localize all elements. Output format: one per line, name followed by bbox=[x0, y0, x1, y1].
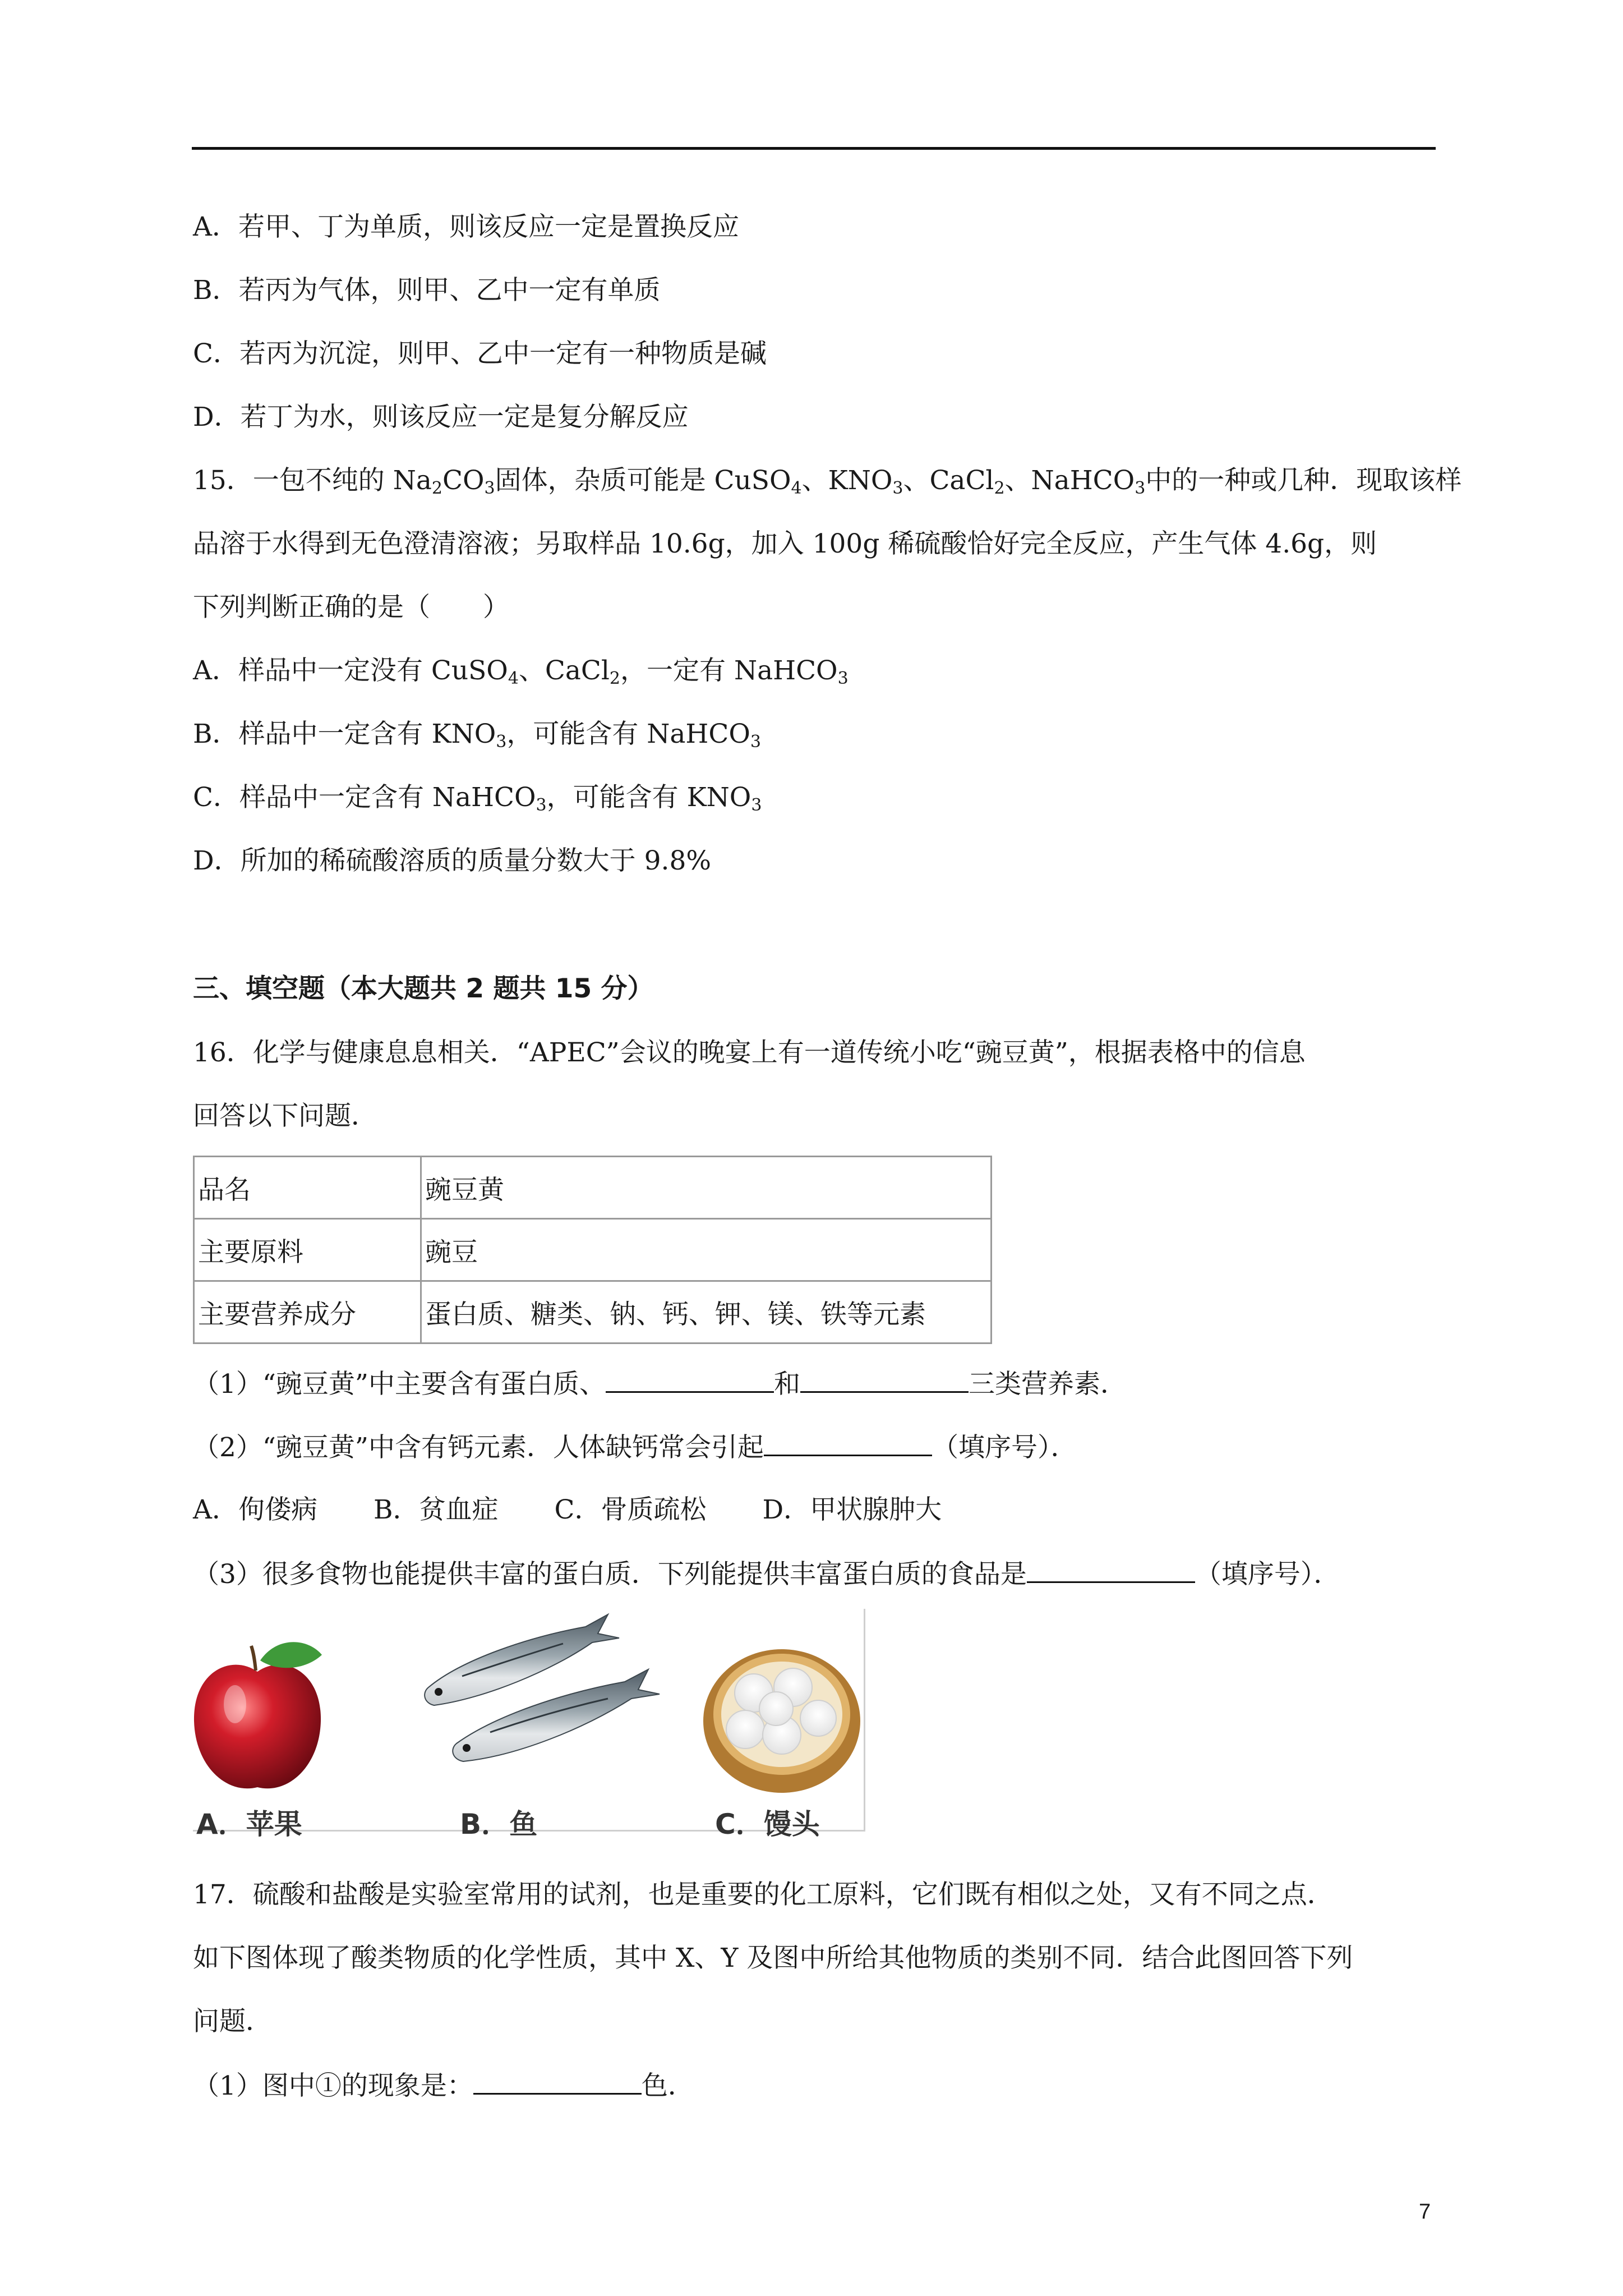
nutrition-table bbox=[193, 1156, 992, 1344]
q15-option-b: B．样品中一定含有 $KNO_3$，可能含有 NaHCO$_3$ bbox=[193, 719, 762, 752]
answer-blank[interactable] bbox=[473, 2068, 642, 2095]
page-number: 7 bbox=[1419, 2200, 1431, 2224]
q14-option-c: C．若丙为沉淀，则甲、乙中一定有一种物质是碱 bbox=[193, 338, 767, 369]
apple-image bbox=[194, 1642, 322, 1788]
q17-stem-line3: 问题． bbox=[193, 2006, 272, 2037]
table-cell: 品名 bbox=[194, 1157, 421, 1219]
food-illustrations bbox=[193, 1609, 864, 1830]
figure-label-b: B．鱼 bbox=[460, 1808, 538, 1841]
q15-stem-line3: 下列判断正确的是（ ） bbox=[193, 592, 509, 623]
q14-option-a: A．若甲、丁为单质，则该反应一定是置换反应 bbox=[193, 211, 739, 242]
q15-option-c: C．样品中一定含有 NaHCO$_3$，可能含有 $KNO_3$ bbox=[193, 782, 762, 815]
q16-sub1: （1）“豌豆黄”中主要含有蛋白质、 和 三类营养素． bbox=[193, 1366, 1127, 1401]
q15-stem-line2: 品溶于水得到无色澄清溶液；另取样品 10.6g，加入 100g 稀硫酸恰好完全反应，产生气体 4.6g，则 bbox=[193, 528, 1377, 559]
q15-option-a: A．样品中一定没有 CuSO$_4$、CaCl$_2$，一定有 NaHCO$_3$ bbox=[193, 655, 849, 688]
q17-stem-line1: 17．硫酸和盐酸是实验室常用的试剂，也是重要的化工原料，它们既有相似之处，又有不同之点． bbox=[193, 1879, 1334, 1910]
table-cell: 豌豆黄 bbox=[421, 1157, 992, 1219]
q16-stem-line1: 16．化学与健康息息相关．“APEC”会议的晚宴上有一道传统小吃“豌豆黄”，根据表格中的信息 bbox=[193, 1037, 1306, 1068]
table-row bbox=[194, 1219, 992, 1281]
table-row bbox=[194, 1281, 992, 1343]
table-cell: 蛋白质、糖类、钠、钙、钾、镁、铁等元素 bbox=[421, 1281, 992, 1343]
q14-option-b: B．若丙为气体，则甲、乙中一定有单质 bbox=[193, 275, 661, 306]
q15-stem-line1: 15．一包不纯的 $Na_2CO_3$固体，杂质可能是 CuSO$_4$、$KNO_3$、CaCl$_2$、NaHCO$_3$中的一种或几种．现取该样 bbox=[193, 465, 1462, 498]
table-cell: 豌豆 bbox=[421, 1219, 992, 1281]
table-cell: 主要营养成分 bbox=[194, 1281, 421, 1343]
answer-blank[interactable] bbox=[764, 1430, 932, 1456]
table-cell: 主要原料 bbox=[194, 1219, 421, 1281]
q16-sub3: （3）很多食物也能提供丰富的蛋白质．下列能提供丰富蛋白质的食品是 （填序号）． bbox=[193, 1557, 1340, 1591]
q17-stem-line2: 如下图体现了酸类物质的化学性质，其中 X、Y 及图中所给其他物质的类别不同．结合此图回答下列 bbox=[193, 1943, 1353, 1973]
q16-sub2: （2）“豌豆黄”中含有钙元素．人体缺钙常会引起 （填序号）． bbox=[193, 1430, 1077, 1465]
steamed-buns-image bbox=[703, 1649, 860, 1793]
food-figure bbox=[193, 1609, 865, 1832]
figure-label-c: C．馒头 bbox=[715, 1808, 820, 1841]
answer-blank[interactable] bbox=[606, 1366, 774, 1393]
q15-option-d: D．所加的稀硫酸溶质的质量分数大于 9.8% bbox=[193, 845, 712, 876]
header-rule bbox=[192, 147, 1436, 150]
q17-sub1: （1）图中①的现象是： 色． bbox=[193, 2068, 694, 2103]
figure-label-a: A．苹果 bbox=[196, 1808, 302, 1841]
q16-sub2-options: A．佝偻病 B．贫血症 C．骨质疏松 D．甲状腺肿大 bbox=[193, 1494, 942, 1525]
fish-image bbox=[425, 1614, 660, 1761]
table-row bbox=[194, 1157, 992, 1219]
q14-option-d: D．若丁为水，则该反应一定是复分解反应 bbox=[193, 402, 689, 432]
section-title: 三、填空题（本大题共 2 题共 15 分） bbox=[193, 973, 654, 1004]
answer-blank[interactable] bbox=[1027, 1557, 1195, 1583]
q16-stem-line2: 回答以下问题． bbox=[193, 1101, 377, 1131]
answer-blank[interactable] bbox=[800, 1366, 969, 1393]
